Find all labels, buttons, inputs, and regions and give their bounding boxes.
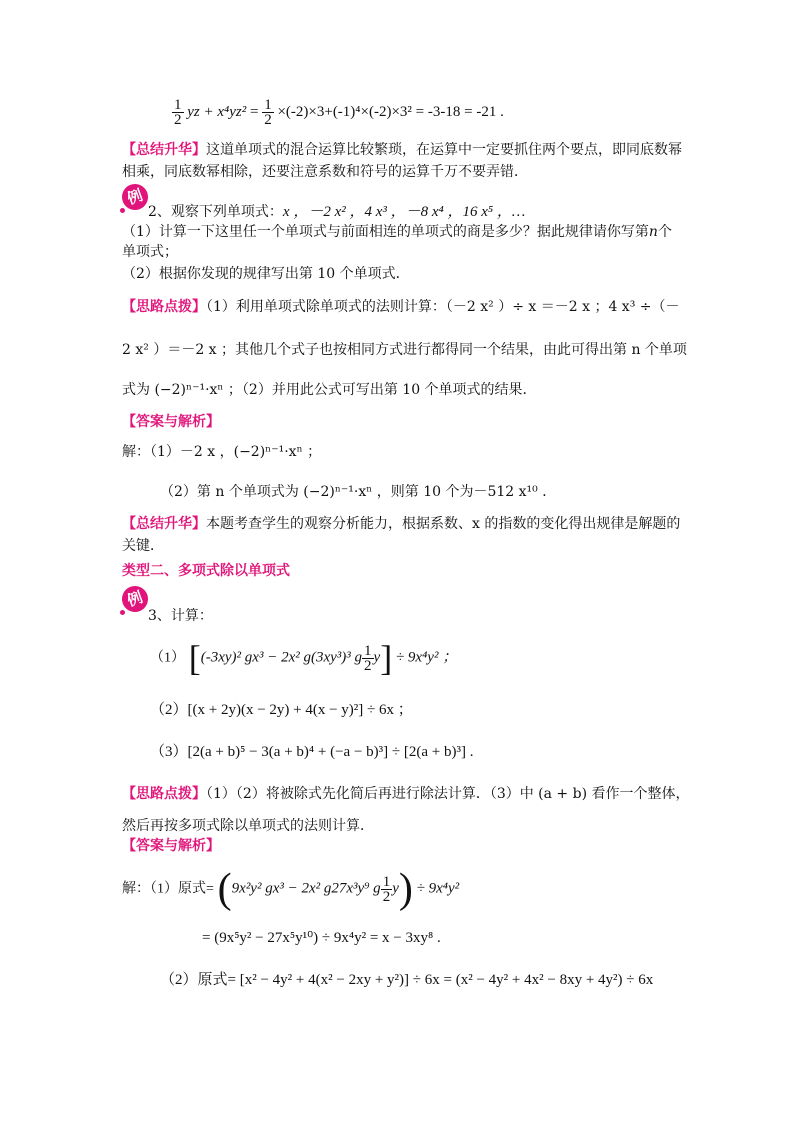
answer3-step2: （2）原式= [x² − 4y² + 4(x² − 2xy + y²)] ÷ 6x = (x² − 4y² + 4x² − 8xy + 4y²) ÷ 6x bbox=[160, 972, 654, 988]
answer3-step1-line2: = (9x⁵y² − 27x⁵y¹⁰) ÷ 9x⁴y² = x − 3xy⁸ . bbox=[202, 930, 441, 946]
section-title: 类型二、多项式除以单项式 bbox=[122, 563, 290, 579]
summary1-line2: 相乘，同底数幂相除，还要注意系数和符号的运算千万不要弄错． bbox=[122, 164, 528, 180]
example2-q2: （2）根据你发现的规律写出第 10 个单项式． bbox=[122, 266, 410, 282]
summary1-line1: 【总结升华】这道单项式的混合运算比较繁琐，在运算中一定要抓住两个要点，即同底数幂 bbox=[122, 142, 682, 158]
problem-2: （2）[(x + 2y)(x − 2y) + 4(x − y)²] ÷ 6x ； bbox=[150, 702, 413, 718]
frac-half: $\frac{1}{2}$ bbox=[364, 642, 372, 674]
answer3-step1: 解：（1）原式= (9x²y² gx³ − 2x² g27x³y⁹ g $\frac{1}{2}$ y) ÷ 9x⁴y² bbox=[122, 866, 460, 912]
example2-title: 2、观察下列单项式：x ，－2 x² ，4 x³ ，－8 x⁴ ，16 x⁵ ，… bbox=[148, 204, 526, 220]
frac-half: $\frac{1}{2}$ bbox=[382, 873, 391, 905]
hint3-line1: 【思路点拨】（1）（2）将被除式先化简后再进行除法计算．（3）中 (a + b) 看作一个整体， bbox=[122, 786, 690, 802]
hint2-line3: 式为 (−2)ⁿ⁻¹·xⁿ ；（2）并用此公式可写出第 10 个单项式的结果． bbox=[122, 382, 537, 398]
hint3-line2: 然后再按多项式除以单项式的法则计算． bbox=[122, 818, 374, 834]
answer2-label: 【答案与解析】 bbox=[122, 414, 220, 430]
intro-formula: $\frac{1}{2}$ yz + x⁴yz² = $\frac{1}{2}$ ×(-2)×3+(-1)⁴×(-2)×3² = -3-18 = -21 . bbox=[174, 97, 504, 128]
answer2-line2: （2）第 n 个单项式为 (−2)ⁿ⁻¹·xⁿ ，则第 10 个为－512 x¹⁰ ． bbox=[160, 484, 557, 500]
example3-title: 3、计算： bbox=[148, 608, 213, 624]
frac-half: $\frac{1}{2}$ bbox=[174, 97, 182, 128]
example-badge: 例 bbox=[120, 586, 154, 616]
problem-1: （1） [(-3xy)² gx³ − 2x² g(3xy³)³ g $\frac{1}{2}$ y] ÷ 9x⁴y² ； bbox=[150, 638, 458, 678]
example2-q1-line2: 单项式； bbox=[122, 244, 178, 260]
hint2-line2: 2 x² ）＝－2 x ；其他几个式子也按相同方式进行都得同一个结果，由此可得出第 n 个单项 bbox=[122, 342, 687, 358]
frac-half: $\frac{1}{2}$ bbox=[264, 97, 272, 128]
summary2-line2: 关键． bbox=[122, 538, 164, 554]
summary2-line1: 【总结升华】本题考查学生的观察分析能力，根据系数、x 的指数的变化得出规律是解题的 bbox=[122, 516, 681, 532]
problem-3: （3）[2(a + b)⁵ − 3(a + b)⁴ + (−a − b)³] ÷ [2(a + b)³] . bbox=[150, 744, 474, 760]
example-badge: 例 bbox=[120, 184, 154, 214]
answer3-label: 【答案与解析】 bbox=[122, 838, 220, 854]
hint2-line1: 【思路点拨】（1）利用单项式除单项式的法则计算：（－2 x² ）÷ x ＝－2 x ；4 x³ ÷（－ bbox=[122, 299, 680, 315]
example2-q1-line1: （1）计算一下这里任一个单项式与前面相连的单项式的商是多少？据此规律请你写第n个 bbox=[122, 224, 672, 240]
answer2-line1: 解：（1）－2 x ，(−2)ⁿ⁻¹·xⁿ ； bbox=[122, 444, 322, 460]
